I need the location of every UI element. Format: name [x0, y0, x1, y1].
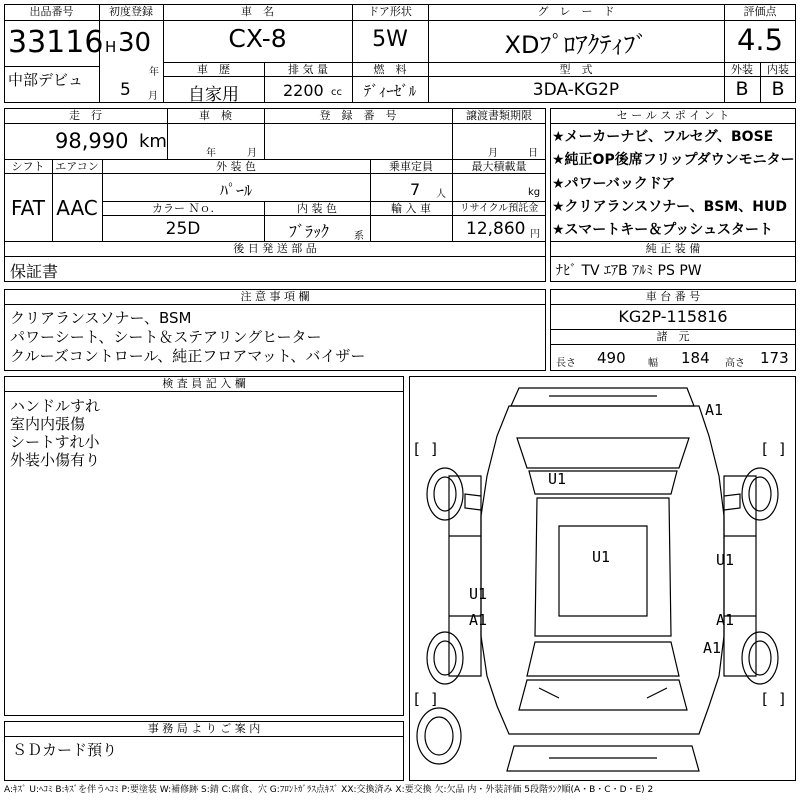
reg-year-unit: 年: [149, 67, 159, 78]
lot-label: 出品番号: [29, 5, 74, 18]
damage-mark: A1: [705, 401, 724, 419]
score-label: 評価点: [743, 5, 777, 18]
inspector-line: シートすれ小: [10, 433, 100, 451]
mileage-label: 走 行: [69, 109, 102, 122]
transfer-month: 月: [488, 148, 498, 159]
damage-mark: U1: [716, 551, 735, 569]
disp-value: 2200: [283, 81, 324, 100]
int-label: 内装: [767, 63, 789, 76]
mileage-value: 98,990: [55, 129, 129, 153]
regno-label: 登 録 番 号: [319, 109, 397, 122]
inspection-label: 車 検: [199, 109, 232, 122]
ext-grade: B: [735, 78, 749, 100]
disp-label: 排 気 量: [288, 63, 328, 76]
inspector-line: 室内内張傷: [10, 415, 86, 433]
damage-mark: U1: [592, 548, 611, 566]
equipment-value: ﾅﾋﾞ TV ｴｱB ｱﾙﾐ PS PW: [556, 263, 702, 279]
equipment-label: 純 正 装 備: [645, 242, 701, 255]
sales-item: ★メーカーナビ、フルセグ、BOSE: [552, 129, 774, 145]
shift-label: シフト: [11, 160, 45, 173]
inspector-label: 検 査 員 記 入 欄: [162, 377, 246, 390]
model-value: 3DA-KG2P: [532, 80, 620, 100]
recycle-value: 12,860: [466, 219, 526, 239]
notes-line: パワーシート、シート＆ステアリングヒーター: [10, 328, 322, 346]
capacity-label: 乗車定員: [389, 160, 433, 173]
grade-label: グ レ ー ド: [537, 5, 615, 18]
office-label: 事 務 局 よ り ご 案 内: [147, 722, 261, 735]
colorno-value: 25D: [165, 219, 201, 239]
door-type: 5W: [372, 27, 408, 52]
reg-era: H: [105, 38, 117, 56]
reg-month: 5: [120, 80, 131, 100]
notes-line: クリアランスソナー、BSM: [10, 309, 192, 327]
car-outline: [409, 376, 796, 781]
fuel-label: 燃 料: [373, 63, 407, 76]
height-label: 高さ: [725, 358, 745, 369]
car-name: CX-8: [228, 24, 287, 53]
legend-text: A:ｷｽﾞ U:ﾍｺﾐ B:ｷｽﾞを伴うﾍｺﾐ P:要塗装 W:補修跡 S:錆 C:腐食、穴 G:ﾌﾛﾝﾄｶﾞﾗｽ点ｷｽﾞ XX:交換済み X:要交換 欠:欠品 内・外装評価 5段階ﾗﾝｸ順(A・B・C・D・E) 2: [4, 785, 654, 795]
later-value: 保証書: [10, 262, 59, 281]
length-value: 490: [597, 349, 626, 367]
sales-item: ★純正OP後席フリップダウンモニター: [552, 152, 795, 168]
color-value: ﾊﾟｰﾙ: [219, 181, 252, 200]
load-label: 最大積載量: [471, 160, 527, 173]
lot-number: 33116: [8, 25, 104, 60]
intcolor-unit: 系: [354, 231, 364, 242]
mileage-unit: km: [139, 131, 167, 152]
height-value: 173: [760, 349, 789, 367]
grade-value: XDﾌﾟﾛｱｸﾃｨﾌﾞ: [504, 31, 648, 59]
history-label: 車 歴: [197, 63, 230, 76]
notes-line: クルーズコントロール、純正フロアマット、バイザー: [10, 347, 366, 365]
bracket-mark: [ ]: [412, 440, 440, 458]
disp-unit: cc: [331, 87, 342, 98]
capacity-value: 7: [410, 180, 421, 199]
intcolor-label: 内 装 色: [297, 202, 337, 215]
recycle-unit: 円: [530, 229, 540, 240]
inspection-year: 年: [206, 148, 216, 159]
transfer-label: 譲渡書類期限: [466, 109, 532, 122]
inspection-month: 月: [247, 148, 257, 159]
colorno-label: カラー Ｎｏ.: [152, 202, 214, 215]
chassis-number: KG2P-115816: [618, 307, 728, 326]
sales-item: ★スマートキー＆プッシュスタート: [552, 222, 774, 238]
sales-label: セ ー ル ス ポ イ ン ト: [616, 109, 730, 122]
ext-label: 外装: [731, 63, 753, 76]
recycle-label: リサイクル預託金: [459, 203, 539, 214]
model-label: 型 式: [559, 63, 593, 76]
dims-label: 諸 元: [656, 330, 690, 343]
inspector-line: 外装小傷有り: [10, 451, 101, 469]
later-label: 後 日 発 送 部 品: [233, 242, 317, 255]
intcolor-value: ﾌﾞﾗｯｸ: [288, 222, 329, 241]
bracket-mark: [ ]: [760, 440, 788, 458]
door-label: ドア形状: [368, 5, 412, 18]
name-label: 車 名: [241, 5, 274, 18]
office-text: ＳＤカード預り: [12, 741, 118, 759]
damage-mark: A1: [469, 611, 488, 629]
debut-label: 中部デビュ: [8, 71, 84, 89]
sales-item: ★クリアランスソナー、BSM、HUD: [552, 199, 787, 215]
chassis-label: 車 台 番 号: [645, 290, 701, 303]
width-value: 184: [681, 349, 710, 367]
reg-year: 30: [118, 28, 152, 58]
width-label: 幅: [648, 358, 658, 369]
int-grade: B: [771, 78, 785, 100]
damage-mark: A1: [703, 639, 722, 657]
bracket-mark: [ ]: [760, 690, 788, 708]
history-value: 自家用: [188, 85, 239, 105]
reg-label: 初度登録: [109, 5, 153, 18]
damage-mark: U1: [469, 585, 488, 603]
damage-mark: A1: [716, 611, 735, 629]
load-unit: kg: [528, 187, 541, 198]
ac-value: AAC: [56, 196, 98, 220]
import-label: 輸 入 車: [391, 202, 431, 215]
capacity-unit: 人: [436, 189, 446, 200]
ac-label: エアコン: [55, 160, 99, 173]
transfer-day: 日: [528, 148, 538, 159]
score-value: 4.5: [736, 23, 784, 57]
damage-mark: U1: [548, 470, 567, 488]
length-label: 長さ: [556, 358, 576, 369]
sales-item: ★パワーバックドア: [552, 176, 676, 192]
notes-label: 注 意 事 項 欄: [240, 290, 310, 303]
shift-value: FAT: [10, 196, 45, 220]
color-label: 外 装 色: [216, 160, 256, 173]
reg-month-unit: 月: [148, 91, 158, 102]
inspector-line: ハンドルすれ: [10, 397, 101, 415]
bracket-mark: [ ]: [412, 690, 440, 708]
fuel-value: ﾃﾞｨｰｾﾞﾙ: [363, 82, 417, 100]
